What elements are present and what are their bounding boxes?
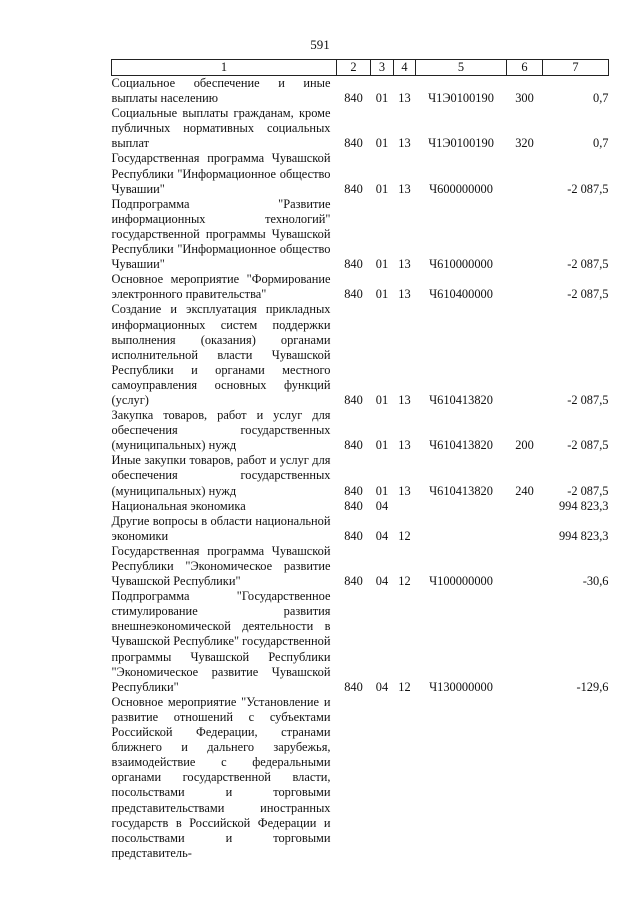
cell-col2: 840: [344, 181, 363, 196]
table-row: [112, 544, 609, 589]
cell-col4: 13: [398, 438, 411, 453]
table-row: [112, 106, 609, 151]
cell-col2: 840: [344, 136, 363, 151]
cell-col4: 13: [398, 257, 411, 272]
cell-col4: 12: [398, 528, 411, 543]
cell-col5: Ч610400000: [429, 287, 493, 302]
page-number: 591: [310, 37, 330, 52]
cell-col5: Ч610413820: [429, 438, 493, 453]
cell-amount: -30,6: [582, 574, 609, 589]
cell-col3: 01: [375, 91, 389, 106]
cell-col6: [507, 499, 543, 514]
row-name: Национальная экономика: [111, 498, 246, 513]
cell-col2: 840: [344, 483, 363, 498]
cell-amount: -2 087,5: [567, 483, 609, 498]
row-name: Подпрограмма "Государственное стимулирование развития внешнеэкономической деятельности в Чувашской Республике" государственной программы Чувашской Республики "Экономическое развитие Чувашской Республики": [111, 589, 331, 694]
cell-col2: 840: [344, 438, 363, 453]
cell-col2: 840: [344, 287, 363, 302]
row-name: Создание и эксплуатация прикладных информационных систем поддержки выполнения (оказания) органами исполнительной власти Чувашской Республики и органами местного самоуправления основных функций (услуг): [111, 302, 331, 407]
cell-col5: Ч100000000: [429, 574, 493, 589]
column-header: 6: [507, 60, 543, 76]
cell-col5: Ч610000000: [429, 257, 493, 272]
column-header: 5: [416, 60, 507, 76]
cell-amount: -2 087,5: [567, 257, 609, 272]
row-name: Социальное обеспечение и иные выплаты населению: [111, 76, 331, 106]
column-header: 1: [112, 60, 337, 76]
cell-col4: 13: [398, 91, 411, 106]
cell-amount: [543, 695, 609, 861]
cell-col3: 01: [375, 257, 389, 272]
row-name: Основное мероприятие "Установление и развитие отношений с субъектами Российской Федерации, странами ближнего и дальнего зарубежья, взаимодействие с федеральными органами государственной власти, посольствами и торговыми представительствами иностранных государств в Российской Федерации и посольствами и торговыми представитель-: [111, 694, 331, 860]
cell-col6: [507, 272, 543, 302]
table-row: [112, 695, 609, 861]
table-row: [112, 453, 609, 498]
cell-col2: 840: [344, 257, 363, 272]
cell-col6: [507, 589, 543, 695]
cell-col5: [416, 514, 507, 544]
cell-amount: 0,7: [593, 136, 609, 151]
cell-col3: 04: [375, 679, 389, 694]
row-name: Подпрограмма "Развитие информационных технологий" государственной программы Чувашской Республики "Информационное общество Чувашии": [111, 196, 331, 272]
row-name: Социальные выплаты гражданам, кроме публичных нормативных социальных выплат: [111, 106, 331, 151]
cell-col5: Ч600000000: [429, 181, 493, 196]
row-name: Государственная программа Чувашской Республики "Экономическое развитие Чувашской Республики": [111, 543, 331, 589]
table-row: [112, 151, 609, 196]
column-header: 7: [543, 60, 609, 76]
cell-col3: [371, 695, 394, 861]
cell-col2: 840: [344, 679, 363, 694]
table-row: [112, 499, 609, 514]
cell-col4: 13: [398, 287, 411, 302]
table-header-row: [112, 60, 609, 76]
cell-col2: 840: [344, 574, 363, 589]
table-row: [112, 589, 609, 695]
cell-col5: Ч1Э0100190: [428, 91, 494, 106]
cell-amount: 994 823,3: [558, 498, 609, 513]
table-row: [112, 408, 609, 453]
cell-col6: 200: [515, 438, 534, 453]
cell-col3: 01: [375, 287, 389, 302]
cell-amount: -2 087,5: [567, 392, 609, 407]
cell-col5: [416, 695, 507, 861]
cell-col3: 04: [375, 574, 389, 589]
cell-col3: 01: [375, 136, 389, 151]
cell-col3: 01: [375, 438, 389, 453]
cell-col4: 12: [398, 679, 411, 694]
column-header: 4: [394, 60, 416, 76]
budget-table: [111, 59, 609, 861]
cell-col6: [507, 151, 543, 196]
column-header: 2: [337, 60, 371, 76]
cell-col5: [416, 499, 507, 514]
cell-col6: 240: [515, 483, 534, 498]
cell-col5: Ч610413820: [429, 392, 493, 407]
cell-col3: 04: [375, 528, 389, 543]
cell-amount: -2 087,5: [567, 181, 609, 196]
column-header: 3: [371, 60, 394, 76]
row-name: Иные закупки товаров, работ и услуг для обеспечения государственных (муниципальных) нужд: [111, 453, 331, 498]
cell-col5: Ч610413820: [429, 483, 493, 498]
table-row: [112, 272, 609, 302]
table-body: [112, 76, 609, 861]
cell-col5: Ч130000000: [429, 679, 493, 694]
cell-col5: Ч1Э0100190: [428, 136, 494, 151]
cell-col4: 12: [398, 574, 411, 589]
row-name: Другие вопросы в области национальной экономики: [111, 513, 331, 543]
cell-amount: 0,7: [593, 91, 609, 106]
row-name: Государственная программа Чувашской Республики "Информационное общество Чувашии": [111, 151, 331, 196]
cell-col3: 01: [375, 392, 389, 407]
table-row: [112, 76, 609, 107]
cell-col4: [394, 499, 416, 514]
table-row: [112, 514, 609, 544]
cell-col4: 13: [398, 181, 411, 196]
cell-col3: 01: [375, 181, 389, 196]
cell-col6: [507, 302, 543, 408]
cell-col6: [507, 695, 543, 861]
cell-col2: 840: [344, 91, 363, 106]
cell-col6: 320: [515, 136, 534, 151]
cell-col2: 840: [344, 528, 363, 543]
cell-col2: 840: [344, 392, 363, 407]
cell-amount: -2 087,5: [567, 287, 609, 302]
cell-col4: 13: [398, 392, 411, 407]
cell-col2: 840: [344, 498, 363, 513]
cell-col3: 01: [375, 483, 389, 498]
table-row: [112, 197, 609, 272]
row-name: Закупка товаров, работ и услуг для обеспечения государственных (муниципальных) нужд: [111, 408, 331, 453]
cell-col6: [507, 514, 543, 544]
cell-col4: 13: [398, 136, 411, 151]
cell-amount: -2 087,5: [567, 438, 609, 453]
cell-col6: [507, 197, 543, 272]
cell-col6: [507, 544, 543, 589]
cell-col6: 300: [515, 91, 534, 106]
cell-col2: [337, 695, 371, 861]
cell-col4: [394, 695, 416, 861]
row-name: Основное мероприятие "Формирование электронного правительства": [111, 272, 331, 302]
cell-amount: -129,6: [576, 679, 609, 694]
table-row: [112, 302, 609, 408]
cell-col3: 04: [375, 498, 389, 513]
cell-col4: 13: [398, 483, 411, 498]
cell-amount: 994 823,3: [558, 528, 609, 543]
